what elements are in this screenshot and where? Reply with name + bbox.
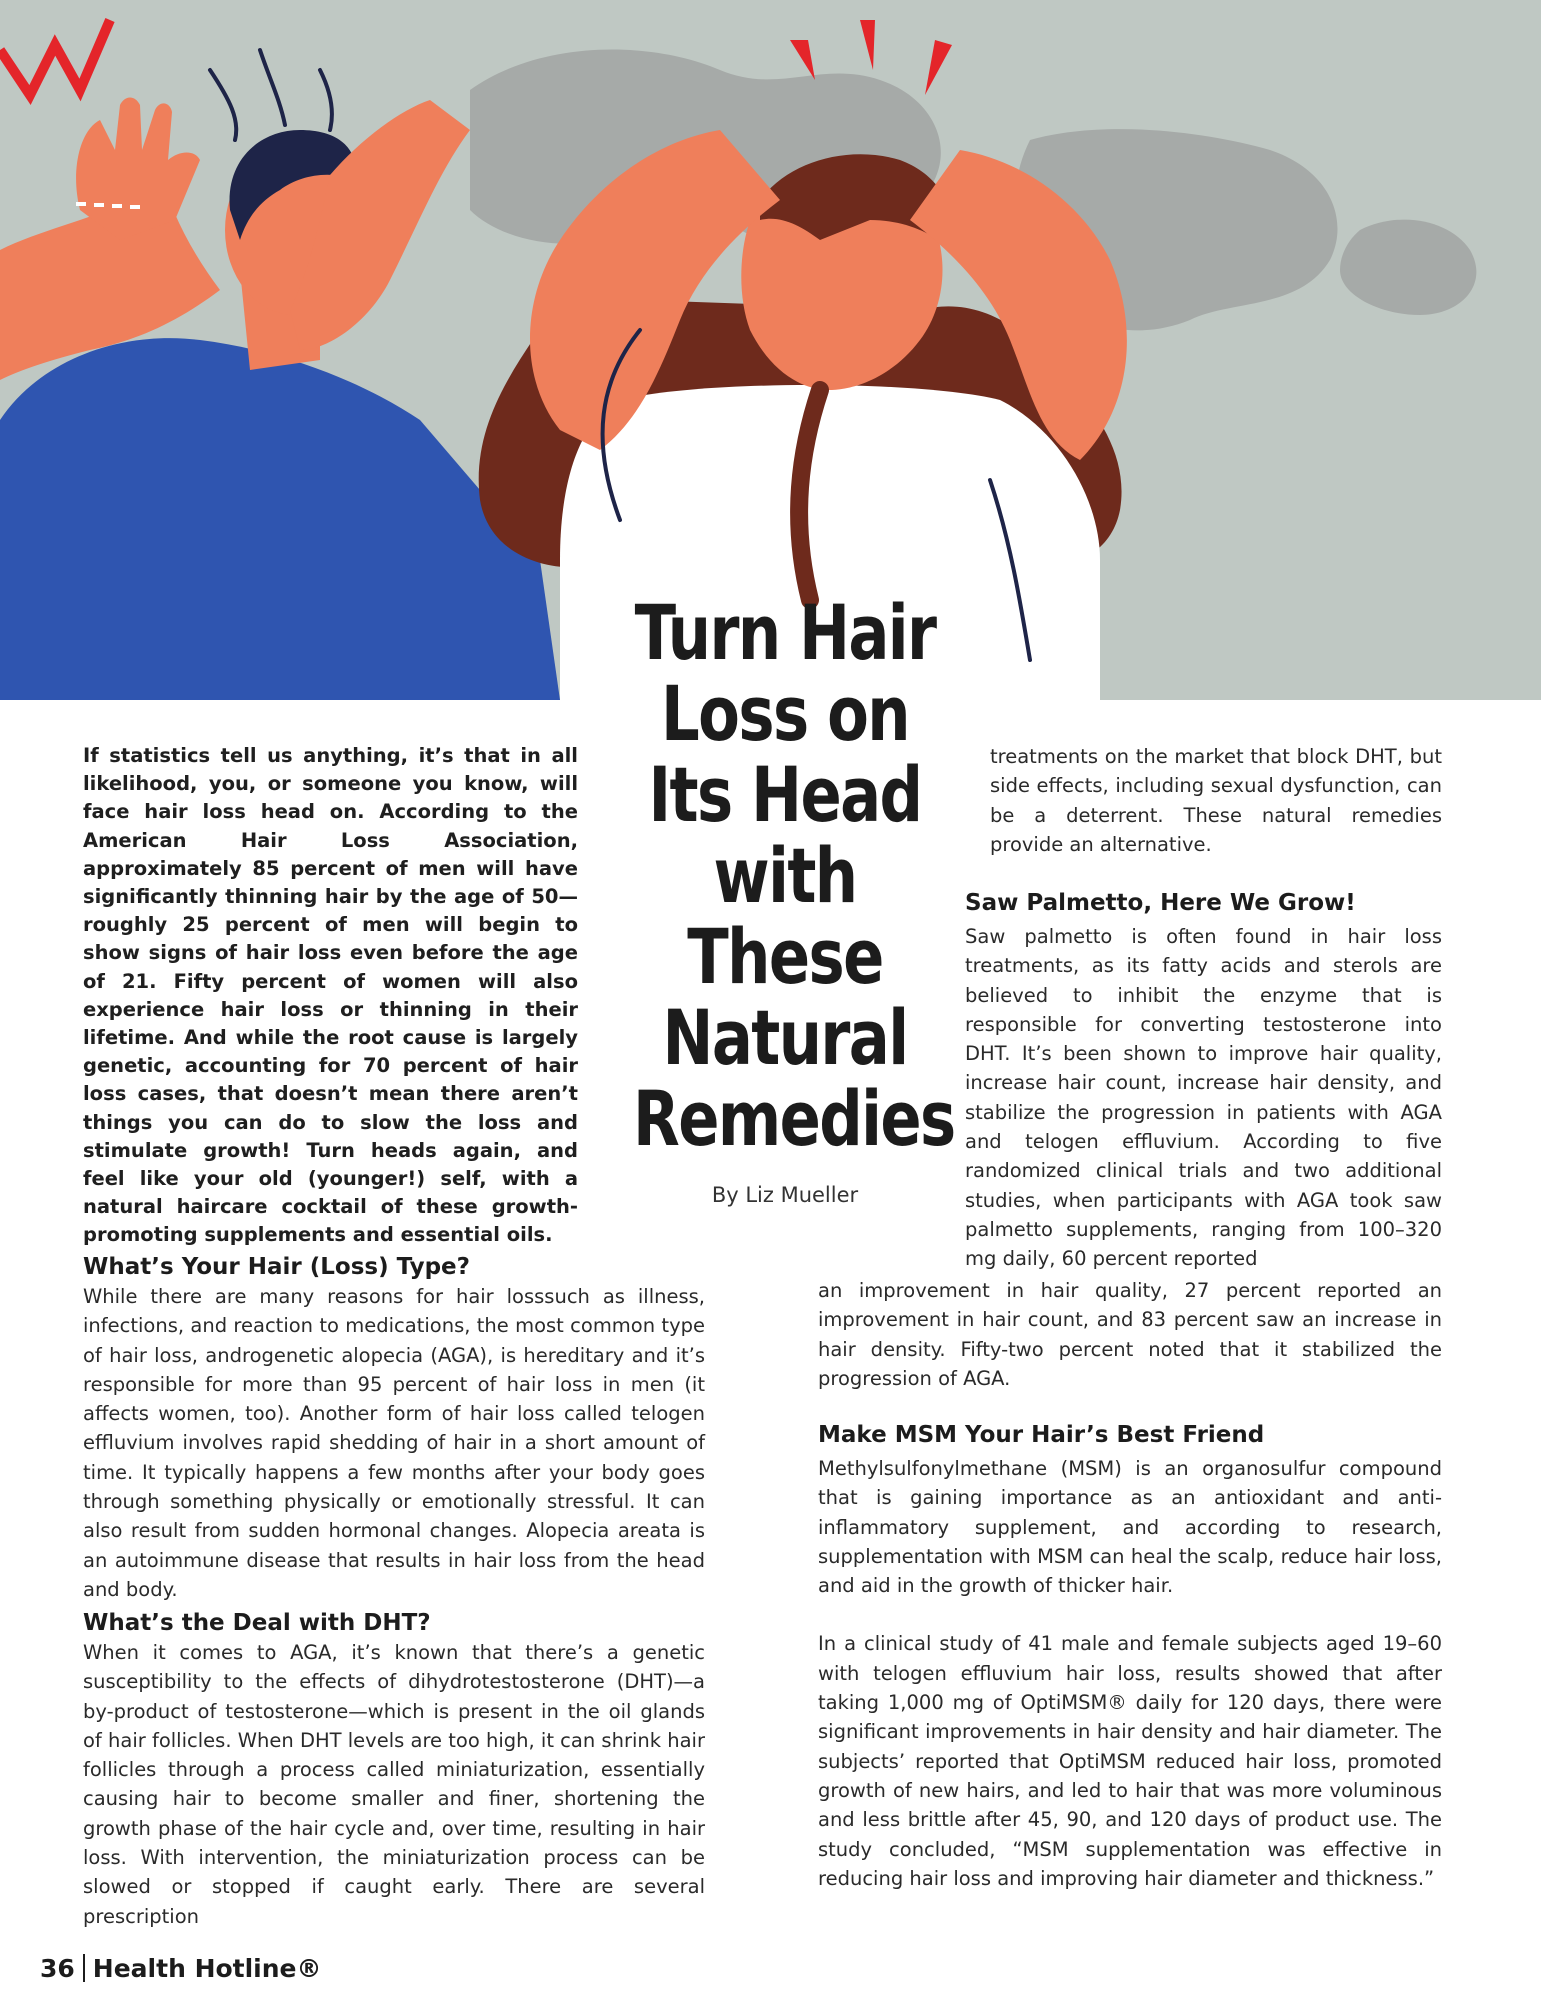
section-body: When it comes to AGA, it’s known that there’s a genetic susceptibility to the effects of dihydrotestosterone (DHT)—a by-product of testosterone—which is present in the oil glands of hair follicles. When DHT levels are too high, it can shrink hair follicles through a process called miniaturization, essentially causing hair to become smaller and finer, shortening the growth phase of the hair cycle and, over time, resulting in hair loss. With intervention, the miniaturization process can be slowed or stopped if caught early. There are several prescription [83,1641,705,1928]
page-footer [40,1954,322,1983]
section-body: Saw palmetto is often found in hair loss treatments, as its fatty acids and sterols are believed to inhibit the enzyme that is responsible for converting testosterone into DHT. It’s been shown to improve hair quality, increase hair count, increase hair density, and stabilize the progression in patients with AGA and telogen effluvium. According to five randomized clinical trials and two additional studies, when participants with AGA took saw palmetto supplements, ranging from 100–320 mg daily, 60 percent reported [965,925,1442,1271]
section-msm [818,1420,1442,1893]
page-number: 36 [40,1954,75,1983]
paragraph: Methylsulfonylmethane (MSM) is an organosulfur compound that is gaining importance as an antioxidant and anti-inflammatory supplement, and according to research, supplementation with MSM can heal the scalp, reduce hair loss, and aid in the growth of thicker hair. [818,1457,1442,1598]
article-title: Turn Hair Loss on Its Head with These Natural Remedies [633,588,955,1163]
byline: By Liz Mueller [711,1183,859,1207]
section-body: While there are many reasons for hair losssuch as illness, infections, and reaction to medications, the most common type of hair loss, androgenetic alopecia (AGA), is hereditary and it’s responsible for more than 95 percent of hair loss in men (it affects women, too). Another form of hair loss called telogen effluvium involves rapid shedding of hair in a short amount of time. It typically happens a few months after your body goes through something physically or emotionally stressful. It can also result from sudden hormonal changes. Alopecia areata is an autoimmune disease that results in hair loss from the head and body. [83,1285,705,1601]
intro-paragraph: If statistics tell us anything, it’s that in all likelihood, you, or someone you know, will face hair loss head on. According to the American Hair Loss Association, approximately 85 percent of men will have significantly thinning hair by the age of 50—roughly 25 percent of men will begin to show signs of hair loss even before the age of 21. Fifty percent of women will also experience hair loss or thinning in their lifetime. And while the root cause is largely genetic, accounting for 70 percent of hair loss cases, that doesn’t mean there aren’t things you can do to slow the loss and stimulate growth! Turn heads again, and feel like your old (younger!) self, with a natural haircare cocktail of these growth-promoting supplements and essential oils. [83,744,578,1247]
magazine-name: Health Hotline® [92,1954,322,1983]
section-heading: Saw Palmetto, Here We Grow! [965,890,1356,916]
footer-divider [83,1954,85,1982]
section-hair-loss-type [83,1252,705,1604]
section-saw-palmetto [965,888,1442,1274]
section-body [818,1454,1442,1893]
paragraph: In a clinical study of 41 male and female subjects aged 19–60 with telogen effluvium hair loss, results showed that after taking 1,000 mg of OptiMSM® daily for 120 days, there were significant improvements in hair density and hair diameter. The subjects’ reported that OptiMSM reduced hair loss, promoted growth of new hairs, and led to hair that was more voluminous and less brittle after 45, 90, and 120 days of product use. The study concluded, “MSM supplementation was effective in reducing hair loss and improving hair diameter and thickness.” [818,1632,1442,1890]
section-dht [83,1608,705,1931]
section-heading: Make MSM Your Hair’s Best Friend [818,1422,1265,1448]
saw-continued-text: an improvement in hair quality, 27 percent reported an improvement in hair count, and 83 percent saw an increase in hair density. Fifty-two percent noted that it stabilized the progression of AGA. [818,1279,1442,1390]
dht-continued-text: treatments on the market that block DHT, but side effects, including sexual dysfunction, can be a deterrent. These natural remedies provide an alternative. [990,745,1442,856]
section-heading: What’s the Deal with DHT? [83,1610,431,1636]
section-heading: What’s Your Hair (Loss) Type? [83,1254,470,1280]
